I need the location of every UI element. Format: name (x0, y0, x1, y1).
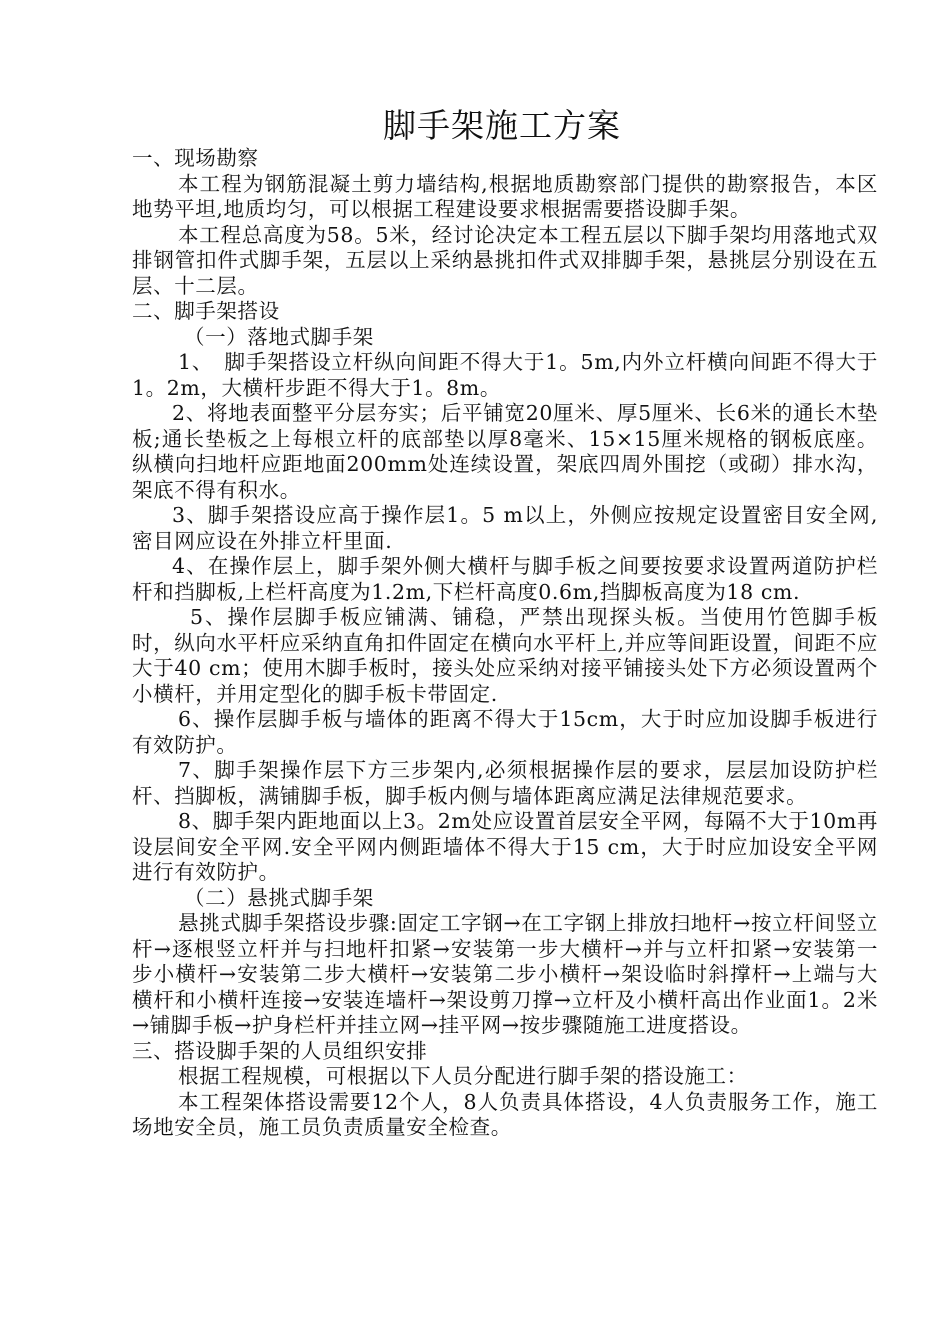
list-item-8: 8、脚手架内距地面以上3。2m处应设置首层安全平网，每隔不大于10m再设层间安全平网.安全平网内侧距墙体不得大于15 cm，大于时应加设安全平网进行有效防护。 (132, 809, 878, 884)
document-title: 脚手架施工方案 (383, 106, 621, 145)
section-heading-scaffold-erection: 二、脚手架搭设 (132, 299, 280, 323)
paragraph-staffing-intro: 根据工程规模，可根据以下人员分配进行脚手架的搭设施工： (178, 1064, 748, 1088)
list-item-4: 4、在操作层上，脚手架外侧大横杆与脚手板之间要按要求设置两道防护栏杆和挡脚板,上栏杆高度为1.2m,下栏杆高度0.6m,挡脚板高度为18 cm. (132, 554, 878, 604)
list-item-6: 6、操作层脚手板与墙体的距离不得大于15cm，大于时应加设脚手板进行有效防护。 (132, 707, 878, 757)
paragraph-site-survey: 本工程为钢筋混凝土剪力墙结构,根据地质勘察部门提供的勘察报告，本区地势平坦,地质均匀，可以根据工程建设要求根据需要搭设脚手架。 (132, 171, 878, 221)
section-heading-staffing: 三、搭设脚手架的人员组织安排 (132, 1038, 428, 1063)
paragraph-building-height: 本工程总高度为58。5米，经讨论决定本工程五层以下脚手架均用落地式双排钢管扣件式脚手架，五层以上采纳悬挑扣件式双排脚手架，悬挑层分别设在五层、十二层。 (132, 222, 878, 298)
list-item-3: 3、脚手架搭设应高于操作层1。5 m以上，外侧应按规定设置密目安全网,密目网应设在外排立杆里面. (132, 503, 878, 553)
subsection-heading-cantilever-scaffold: （二）悬挑式脚手架 (184, 885, 374, 910)
paragraph-cantilever-steps: 悬挑式脚手架搭设步骤:固定工字钢→在工字钢上排放扫地杆→按立杆间竖立杆→逐根竖立杆并与扫地杆扣紧→安装第一步大横杆→并与立杆扣紧→安装第一步小横杆→安装第二步大横杆→安装第二步小横杆→架设临时斜撑杆→上端与大横杆和小横杆连接→安装连墙杆→架设剪刀撑→立杆及小横杆高出作业面1。2米→铺脚手板→护身栏杆并挂立网→挂平网→按步骤随施工进度搭设。 (132, 911, 878, 1037)
list-item-2: 2、将地表面整平分层夯实；后平铺宽20厘米、厚5厘米、长6米的通长木垫板;通长垫板之上每根立杆的底部垫以厚8毫米、15×15厘米规格的钢板底座。纵横向扫地杆应距地面200mm处连续设置，架底四周外围挖（或砌）排水沟，架底不得有积水。 (132, 401, 878, 502)
list-item-5: 5、操作层脚手板应铺满、铺稳，严禁出现探头板。当使用竹笆脚手板时，纵向水平杆应采纳直角扣件固定在横向水平杆上,并应等间距设置，间距不应大于40 cm；使用木脚手板时，接头处应采纳对接平铺接头处下方必须设置两个小横杆，并用定型化的脚手板卡带固定. (132, 605, 878, 706)
subsection-heading-floor-scaffold: （一）落地式脚手架 (184, 324, 374, 349)
list-item-1: 1、 脚手架搭设立杆纵向间距不得大于1。5m,内外立杆横向间距不得大于1。2m，大横杆步距不得大于1。8m。 (132, 350, 878, 400)
document-body (132, 146, 878, 1141)
paragraph-staffing-detail: 本工程架体搭设需要12个人，8人负责具体搭设，4人负责服务工作，施工场地安全员，施工员负责质量安全检查。 (132, 1089, 878, 1139)
section-heading-site-survey: 一、现场勘察 (132, 146, 259, 170)
list-item-7: 7、脚手架操作层下方三步架内,必须根据操作层的要求，层层加设防护栏杆、挡脚板，满铺脚手板，脚手板内侧与墙体距离应满足法律规范要求。 (132, 758, 878, 808)
